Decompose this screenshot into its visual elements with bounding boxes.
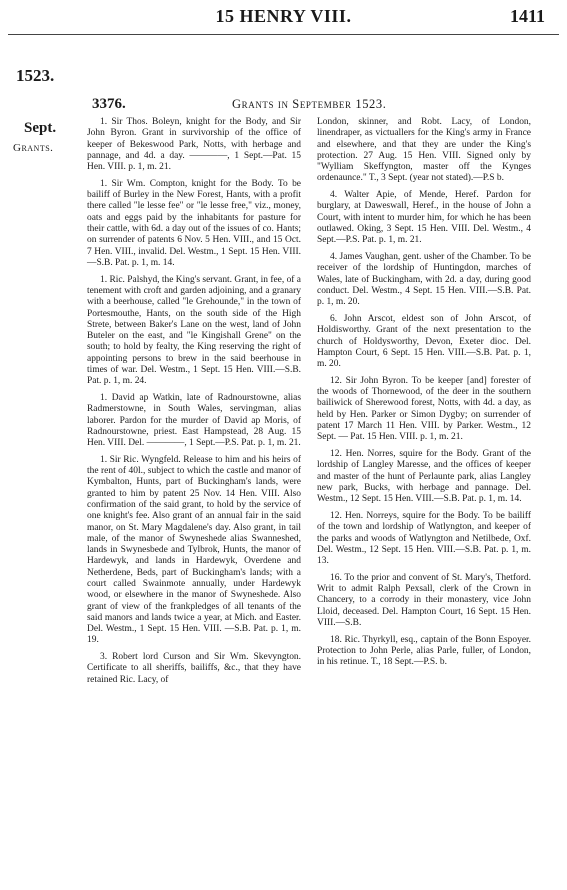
document-number: 3376. xyxy=(92,96,126,112)
grant-entry: 4. Walter Apie, of Mende, Heref. Pardon for burglary, at Daweswall, Heref., in the house of John a Court, with intent to murder him, for which he has been outlawed. Oking, 3 Sept. 15 Hen. VIII. Del. Westm., 4 Sept.—P.S. Pat. p. 1, m. 21. xyxy=(317,190,531,246)
grant-entry: 1. Sir Thos. Boleyn, knight for the Body, and Sir John Byron. Grant in survivorship of the office of keeper of Bekeswood Park, Notts, with herbage and pannage, and 4d. a day. ————, 1 Sept.—Pat. 15 Hen. VIII. p. 1, m. 21. xyxy=(87,117,301,173)
grant-entry: 12. Hen. Norres, squire for the Body. Grant of the lordship of Langley Maresse, and the offices of keeper and master of the hunt of Perlaunte park, alias Langley new park, Bucks, with herbage and pannage. Del. Westm., 12 Sept. 15 Hen. VIII.—S.B. Pat. p. 1, m. 14. xyxy=(317,449,531,505)
grant-entry-continued: London, skinner, and Robt. Lacy, of London, linendraper, as victuallers for the King's army in France and elsewhere, and that they are under the King's protection. 27 Aug. 15 Hen. VIII. Signed only by "Wylliam Skeffyngton, master off the Kynges ordenaunce." T., 3 Sept. (year not stated).—P.S b. xyxy=(317,117,531,184)
header-rule xyxy=(8,34,559,35)
grant-entry: 1. Sir Wm. Compton, knight for the Body. To be bailiff of Burley in the New Forest, Hants, with a profit there called "le lesse fee" or "le lesse free," viz., money, oats and eggs paid by the inhabitants for pasture for their cattle, with 6d. a day out of the issues of co. Hants; on surrender of patents 6 Nov. 5 Hen. VIII., and 15 Oct. 7 Hen. VIII., invalid. Del. Westm., 1 Sept. 15 Hen. VIII. —S.B. Pat. p. 1, m. 14. xyxy=(87,178,301,268)
running-title: 15 HENRY VIII. xyxy=(215,6,352,26)
grant-entry: 4. James Vaughan, gent. usher of the Chamber. To be receiver of the lordship of Huntingdon, marches of Wales, late of Buckingham, with 2d. a day, during good conduct. Del. Westm., 4 Sept. 15 Hen. VIII.—S.B. Pat. p. 1, m. 20. xyxy=(317,252,531,308)
section-title: Grants in September 1523. xyxy=(232,97,387,111)
margin-month: Sept. xyxy=(24,120,57,136)
grant-entry: 12. Hen. Norreys, squire for the Body. To be bailiff of the town and lordship of Watlyngton, and keeper of the parks and woods of Watlyngton and Netilbede, Oxf. Del. Westm., 12 Sept. 15 Hen. VIII.—S.B. Pat. p. 1, m. 13. xyxy=(317,511,531,567)
margin-category: Grants. xyxy=(13,142,54,154)
grant-entry: 1. David ap Watkin, late of Radnourstowne, alias Radmerstowne, in South Wales, servingman, alias laborer. Pardon for the murder of David ap Moris, of Radnourstowne, priest. East Hampstead, 28 Aug. 15 Hen. VIII. Del. ————, 1 Sept.—P.S. Pat. p. 1, m. 21. xyxy=(87,392,301,449)
grant-entry: 3. Robert lord Curson and Sir Wm. Skevyngton. Certificate to all sheriffs, bailiffs, &c., that they have retained Ric. Lacy, of xyxy=(87,652,301,685)
grant-entry: 18. Ric. Thyrkyll, esq., captain of the Bonn Espoyer. Protection to John Perle, alias Parle, fuller, of London, in his retinue. T., 18 Sept.—P.S. b. xyxy=(317,634,531,668)
grant-entry: 6. John Arscot, eldest son of John Arscot, of Holdisworthy. Grant of the next presentation to the church of Holdysworthy, Devon, Exeter dioc. Del. Hampton Court, 6 Sept. 15 Hen. VIII.—S.B. Pat. p. 1, m. 20. xyxy=(317,314,531,370)
page-number: 1411 xyxy=(509,6,545,26)
left-column xyxy=(87,117,301,692)
grant-entry: 12. Sir John Byron. To be keeper [and] forester of the woods of Thornewood, of the deer in the southern bailiwick of Sherewood forest, Notts, with 4d. a day, as held by Hen. Parker or Simon Dygby; on surrender of patent 17 March 11 Hen. VIII. by Parker. Westm., 12 Sept. — Pat. 15 Hen. VIII. p. 1, m. 21. xyxy=(317,375,531,443)
right-column xyxy=(317,117,531,674)
grant-entry: 1. Sir Ric. Wyngfeld. Release to him and his heirs of the rent of 40l., subject to which the castle and manor of Kymbalton, Hunts, part of Buckingham's lands, were granted to him by patent 25 Nov. 14 Hen. VIII. Also confirmation of the said grant, to hold by the service of one knight's fee. Also grant of an annual fair in the said manor, on St. Mary Magdalene's day. Also grant, in tail male, of the manor of Swyneshede alias Swanneshed, lands in Swynesbede and Tylbrok, Hunts, the manor of Hardewyk, and lands in Hardewyk, Overdene and Netherdene, Beds, part of Buckingham's lands; with a court called Swainmote annually, under Hardewyk wood, or elsewhere in the manor of Swyneshede. Also grant of view of the frankpledges of all tenants of the said manors and lands twice a year, at Mich. and Easter. Del. Westm., 1 Sept. 15 Hen. VIII. —S.B. Pat. p. 1, m. 19. xyxy=(87,454,301,646)
grant-entry: 1. Ric. Palshyd, the King's servant. Grant, in fee, of a tenement with croft and garden adjoining, and a granary with a beerhouse, called "le Grehounde," in the town of Portesmouthe, Hants, on the south side of the High Strete, between Baker's Lane on the west, land of John Buteler on the east, and "le Kingishall Grene" on the south; to hold by fealty, the King reserving the right of appointing persons to brew in the said beerhouse in times of war. Del. Westm., 1 Sept. 15 Hen. VIII.—S.B. Pat. p. 1, m. 24. xyxy=(87,274,301,387)
year-label: 1523. xyxy=(16,66,55,85)
grant-entry: 16. To the prior and convent of St. Mary's, Thetford. Writ to admit Ralph Pexsall, clerk of the Crown in Chancery, to a corrody in their monastery, vice John Lloid, deceased. Del. Hampton Court, 16 Sept. 15 Hen. VIII.—S.B. xyxy=(317,572,531,629)
